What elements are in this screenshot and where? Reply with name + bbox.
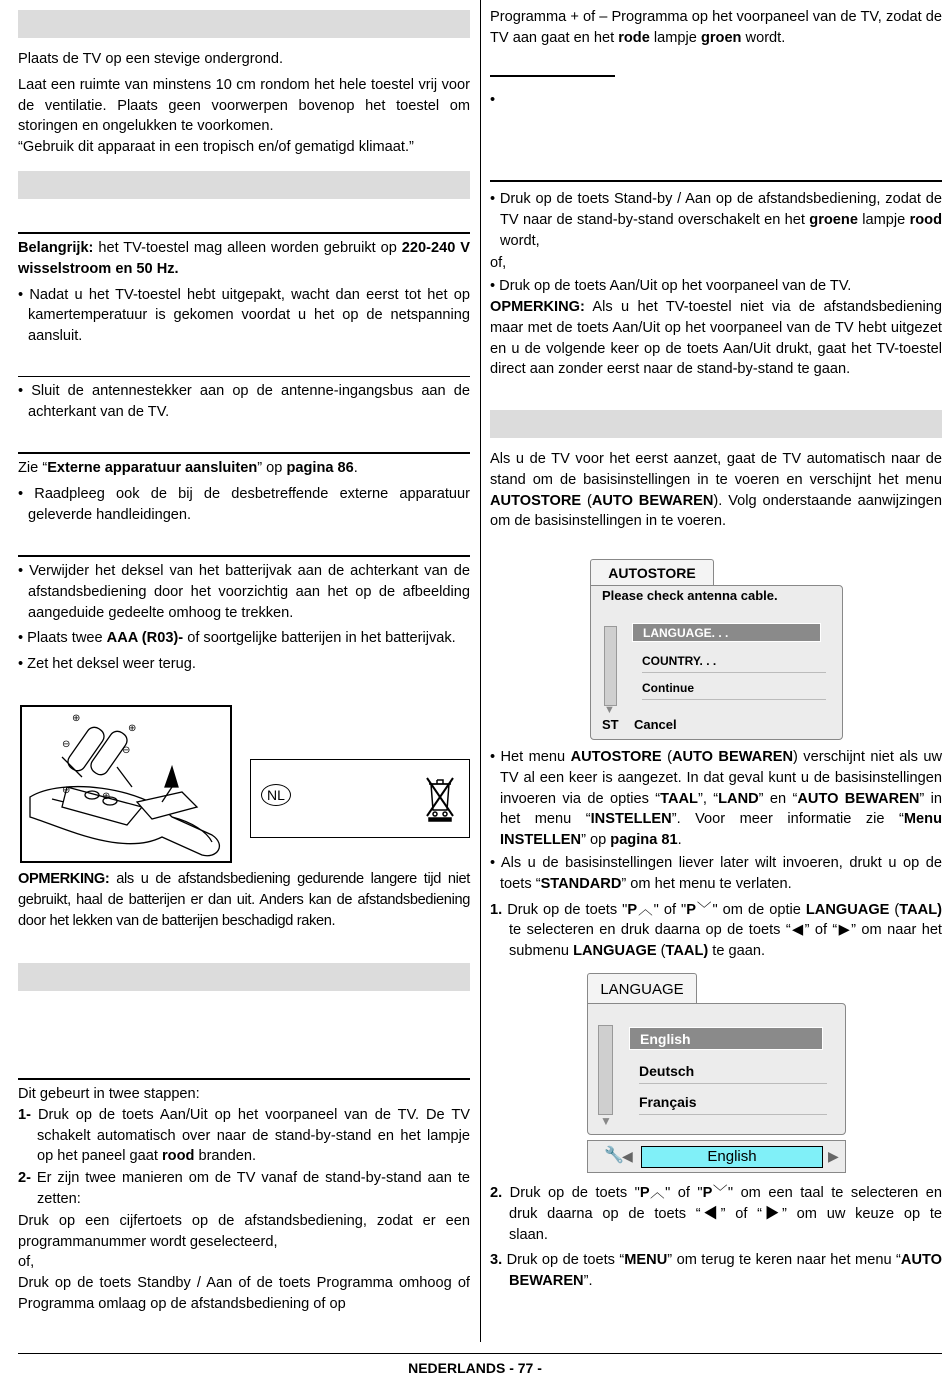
bullet-item: • Verwijder het deksel van het batterijvak aan de achterkant van de afstandsbediening door het voorzichtig aan het op de afbeelding aangeduide gedeelte omhoog te trekken. [18, 563, 470, 621]
chevron-up-icon: ︿ [637, 901, 654, 918]
paragraph: Laat een ruimte van minstens 10 cm rondom het hele toestel vrij voor de ventilatie. Plaats geen voorwerpen bovenop het toestel om storingen en ongelukken te voorkomen. [18, 76, 470, 135]
step-number: 2- [18, 1170, 31, 1187]
remote-battery-illustration [20, 705, 232, 863]
text-bold: AUTO BEWAREN [671, 749, 794, 765]
text: Druk op de toets Aan/Uit op het voorpaneel van de TV. De TV schakelt automatisch over naar de stand-by-stand en het lampje op het paneel gaat [30, 1106, 470, 1165]
osd-tab: LANGUAGE [587, 973, 697, 1003]
text-bold: AUTOSTORE [570, 749, 662, 765]
text-bold: Menu INSTELLEN [500, 811, 942, 849]
text: ( [661, 749, 672, 765]
osd-item-language[interactable]: LANGUAGE. . . [632, 623, 821, 642]
text: ” op [257, 460, 287, 476]
osd-scrollbar[interactable] [598, 1025, 613, 1115]
subsection-rule [490, 180, 942, 182]
step-1 [18, 1105, 470, 1167]
osd-item-country[interactable]: COUNTRY. . . [642, 652, 826, 673]
text-bold: AUTOSTORE [490, 492, 582, 509]
disposal-notice-box [250, 759, 470, 838]
chevron-down-icon: ﹀ [695, 901, 713, 918]
text: ” in het menu “ [500, 790, 942, 828]
text: ” om het menu te verlaten. [621, 875, 792, 892]
text-bold: pagina 81 [610, 832, 678, 849]
text: " om een taal te selecteren en druk daarna op de toets “◀” of “▶” om uw keuze op te slaan. [509, 1185, 942, 1243]
left-arrow-icon[interactable]: ◀ [622, 1148, 633, 1164]
text: branden. [194, 1148, 257, 1165]
osd-scrollbar[interactable] [604, 626, 617, 706]
text: ” en “ [758, 790, 798, 807]
empty-bullet: • [490, 92, 496, 108]
text: ( [656, 943, 666, 960]
continued-text [490, 7, 942, 49]
autostore-intro [490, 449, 942, 532]
text-bold: MENU [624, 1252, 668, 1269]
paragraph: Druk op de toets Standby / Aan of de toets Programma omhoog of Programma omlaag op de afstandsbediening of op [18, 1275, 470, 1312]
p-key: P [702, 1185, 713, 1201]
text: " of " [665, 1185, 703, 1201]
p-key: P [639, 1185, 650, 1201]
osd-item-francais[interactable]: Français [639, 1091, 827, 1115]
subsection-rule [18, 376, 470, 377]
text: ”, “ [697, 790, 719, 807]
subsection-rule [18, 555, 470, 557]
text: Programma + of – Programma op het voorpaneel van de TV, zodat de TV aan gaat en het [490, 9, 942, 46]
important-text: het TV-toestel mag alleen worden gebruikt op [93, 240, 402, 256]
bullet-item: • Raadpleeg ook de bij de desbetreffende externe apparatuur geleverde handleidingen. [18, 485, 470, 523]
text: " om de optie [712, 901, 806, 918]
paragraph: Dit gebeurt in twee stappen: [18, 1086, 200, 1102]
osd-item-english[interactable]: English [629, 1027, 823, 1050]
switch-on-text [18, 1084, 470, 1315]
scroll-down-icon: ▼ [604, 704, 615, 716]
text-bold: STANDARD [540, 875, 622, 892]
note-text: Als u het TV-toestel niet via de afstandsbediening maar met de toets Aan/Uit op het voorpaneel van de TV hebt uitgezet en u de volgende keer op de toets Aan/Uit drukt, gaat het TV-toestel direct aan zonder eerst naar de stand-by-stand te gaan. [490, 298, 942, 378]
important-voltage: 220-240 V wisselstroom en 50 Hz. [18, 240, 470, 277]
subsection-rule [18, 452, 470, 454]
svg-text:⊕: ⊕ [128, 723, 137, 734]
note-text: als u de afstandsbediening gedurende langere tijd niet gebruikt, haal de batterijen er dan uit. Anders kan de afstandsbediening door het lekken van de batterijen beschadigd raken. [18, 871, 470, 929]
note-label: OPMERKING: [18, 871, 110, 887]
page-footer: NEDERLANDS - 77 - [408, 1360, 542, 1376]
note-label: OPMERKING: [490, 298, 585, 315]
svg-text:⊖: ⊖ [62, 785, 71, 796]
antenna-text [18, 381, 470, 423]
text: Druk op de toets " [502, 901, 628, 918]
text: te gaan. [708, 943, 766, 960]
text-bold: INSTELLEN [590, 811, 672, 828]
step-1 [490, 900, 942, 962]
chevron-down-icon: ﹀ [712, 1185, 728, 1201]
text: • Als u de basisinstellingen liever later wilt invoeren, drukt u op de toets “ [490, 854, 942, 892]
language-value[interactable]: English [641, 1146, 823, 1168]
text-bold: rood [909, 211, 942, 228]
text-bold: groen [700, 29, 742, 46]
text: lampje [857, 211, 910, 228]
subsection-rule [18, 232, 470, 234]
step-3 [490, 1250, 942, 1292]
battery-type: AAA (R03)- [106, 630, 184, 647]
paragraph: Druk op een cijfertoets op de afstandsbediening, zodat er een programmanummer wordt geselecteerd, [18, 1212, 470, 1250]
text: . [353, 460, 358, 476]
text: te selecteren en druk daarna op de toets “◀” of “▶” om naar het submenu [509, 922, 942, 960]
reference-page: pagina 86 [286, 460, 354, 476]
bullet-item [490, 853, 942, 895]
battery-note [18, 869, 470, 931]
step-number: 1- [18, 1106, 31, 1123]
text: ( [581, 492, 592, 509]
text-bold: AUTO BEWAREN [797, 790, 920, 807]
p-key: P [686, 901, 696, 918]
cancel-label[interactable]: Cancel [634, 717, 677, 732]
paragraph: of, [18, 1254, 35, 1271]
osd-tab: AUTOSTORE [590, 559, 714, 586]
subsection-rule [18, 1078, 470, 1080]
text: ”. Voor meer informatie zie “ [671, 811, 904, 828]
text: wordt, [500, 232, 540, 249]
language-steps [490, 1183, 942, 1292]
footer-rule [18, 1353, 942, 1354]
svg-text:⊕: ⊕ [72, 713, 81, 724]
power-text [18, 238, 470, 347]
step-number: 1. [490, 901, 503, 918]
bullet-item: • Druk op de toets Aan/Uit op het voorpaneel van de TV. [490, 278, 852, 295]
svg-text:⊕: ⊕ [102, 791, 111, 802]
bullet-item: • Nadat u het TV-toestel hebt uitgepakt, wacht dan eerst tot het op kamertemperatuur is gekomen voordat u het op de netspanning aansluit. [18, 286, 470, 345]
bullet-item [490, 189, 942, 251]
bullet-item: • Sluit de antennestekker aan op de antenne-ingangsbus aan de achterkant van de TV. [18, 383, 470, 420]
bullet-item [18, 628, 470, 649]
text-bold: LANGUAGE [805, 901, 890, 918]
text-bold: TAAL) [665, 943, 709, 960]
text: wordt. [741, 29, 786, 46]
text: ) verschijnt niet als uw TV al een keer is aangezet. In dat geval kunt u de basisinstellingen invoeren via de opties “ [500, 749, 943, 807]
wrench-icon: 🔧 [604, 1147, 624, 1164]
subsection-rule [490, 75, 615, 77]
section-header-bar [18, 963, 470, 991]
text: • Het menu [490, 749, 571, 765]
text: Druk op de toets " [502, 1185, 640, 1201]
section-header-bar [18, 171, 470, 199]
text-bold: groene [809, 211, 858, 228]
section-header-bar [490, 410, 942, 438]
note [490, 297, 942, 380]
important-label: Belangrijk: [18, 240, 94, 256]
text: Zie “ [18, 460, 48, 476]
text: Druk op de toets “ [502, 1252, 625, 1269]
text: ). Volg onderstaande aanwijzingen om de basisinstellingen in te voeren. [490, 492, 942, 530]
p-key: P [627, 901, 638, 918]
st-key-label: ST [602, 717, 619, 732]
text: ” op [581, 832, 611, 849]
text: • Plaats twee [18, 630, 107, 647]
text: Er zijn twee manieren om de TV vanaf de stand-by-stand aan te zetten: [30, 1170, 470, 1207]
bullet-item: • Zet het deksel weer terug. [18, 656, 196, 673]
scroll-down-icon: ▼ [600, 1114, 612, 1128]
osd-item-deutsch[interactable]: Deutsch [639, 1060, 827, 1084]
svg-text:⊖: ⊖ [122, 745, 131, 756]
reference-title: Externe apparatuur aansluiten [47, 460, 258, 476]
text-bold: TAAL) [899, 901, 942, 918]
crossed-bin-icon [425, 774, 455, 822]
paragraph: Plaats de TV op een stevige ondergrond. [18, 51, 284, 67]
text-bold: TAAL [660, 790, 698, 807]
battery-text [18, 561, 470, 675]
osd-item-continue[interactable]: Continue [642, 679, 826, 700]
text: ” om terug te keren naar het menu “ [667, 1252, 901, 1269]
switch-off-text [490, 189, 942, 380]
text: . [677, 832, 682, 849]
step-number: 3. [490, 1252, 503, 1269]
text-bold: AUTO BEWAREN [509, 1252, 942, 1290]
text-bold: LAND [718, 790, 759, 807]
text-bold: rode [618, 29, 650, 46]
external-text [18, 458, 470, 525]
text: lampje [649, 29, 701, 46]
svg-text:⊖: ⊖ [62, 739, 71, 750]
text: Als u de TV voor het eerst aanzet, gaat de TV automatisch naar de stand om de basisinstellingen in te voeren en verschijnt het menu [490, 451, 942, 488]
section-header-bar [18, 10, 470, 38]
text-bold: rood [161, 1148, 195, 1165]
nl-badge: NL [261, 784, 291, 806]
autostore-bullets [490, 747, 942, 962]
text: of soortgelijke batterijen in het batterijvak. [183, 630, 456, 647]
bullet-item [490, 747, 942, 851]
text: " of " [653, 901, 687, 918]
right-arrow-icon[interactable]: ▶ [828, 1148, 839, 1164]
chevron-up-icon: ︿ [649, 1185, 666, 1201]
remote-drawing [22, 707, 230, 861]
text: ”. [583, 1273, 593, 1290]
paragraph: “Gebruik dit apparaat in een tropisch en/of gematigd klimaat.” [18, 139, 414, 156]
step-2 [490, 1183, 942, 1245]
text: • Druk op de toets Stand-by / Aan op de afstandsbediening, zodat de TV naar de stand-by-stand overschakelt en het [490, 191, 942, 228]
text-bold: AUTO BEWAREN [591, 492, 714, 509]
placement-text [18, 49, 470, 158]
step-number: 2. [490, 1185, 503, 1201]
osd-message: Please check antenna cable. [602, 588, 778, 603]
paragraph: of, [490, 255, 507, 272]
text: ( [889, 901, 900, 918]
see-reference [18, 458, 470, 479]
step-2 [18, 1168, 470, 1210]
important-note [18, 238, 470, 280]
text-bold: LANGUAGE [573, 943, 657, 960]
column-divider [480, 0, 481, 1342]
